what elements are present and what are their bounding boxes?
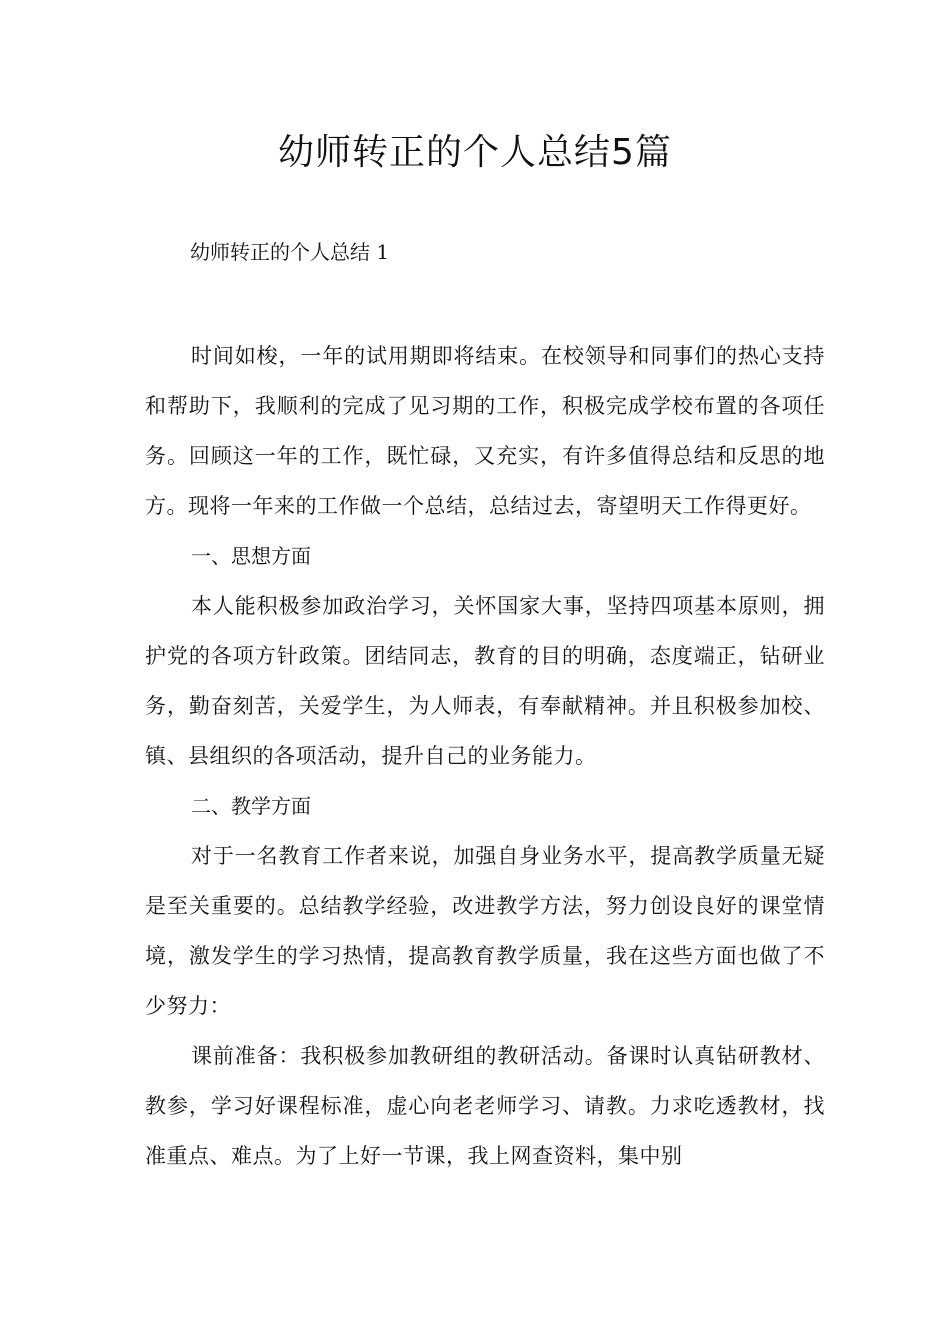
- paragraph-ideology: 本人能积极参加政治学习，关怀国家大事，坚持四项基本原则，拥护党的各项方针政策。团结同志，教育的目的明确，态度端正，钻研业务，勤奋刻苦，关爱学生，为人师表，有奉献精神。并且积极参加校、镇、县组织的各项活动，提升自己的业务能力。: [145, 594, 825, 768]
- paragraph-teaching: 对于一名教育工作者来说，加强自身业务水平，提高教学质量无疑是至关重要的。总结教学经验，改进教学方法，努力创设良好的课堂情境，激发学生的学习热情，提高教育教学质量，我在这些方面也做了不少努力：: [145, 844, 825, 1018]
- heading-teaching: 二、教学方面: [191, 794, 311, 818]
- paragraph-preparation: 课前准备：我积极参加教研组的教研活动。备课时认真钻研教材、教参，学习好课程标准，虚心向老老师学习、请教。力求吃透教材，找准重点、难点。为了上好一节课，我上网查资料，集中别: [145, 1044, 825, 1168]
- paragraph-intro: 时间如梭，一年的试用期即将结束。在校领导和同事们的热心支持和帮助下，我顺利的完成了见习期的工作，积极完成学校布置的各项任务。回顾这一年的工作，既忙碌，又充实，有许多值得总结和反思的地方。现将一年来的工作做一个总结，总结过去，寄望明天工作得更好。: [145, 344, 825, 518]
- document-title: 幼师转正的个人总结5篇: [278, 132, 672, 173]
- document-body: [145, 331, 825, 1181]
- heading-ideology: 一、思想方面: [191, 544, 311, 568]
- section-subtitle: 幼师转正的个人总结 1: [190, 240, 390, 264]
